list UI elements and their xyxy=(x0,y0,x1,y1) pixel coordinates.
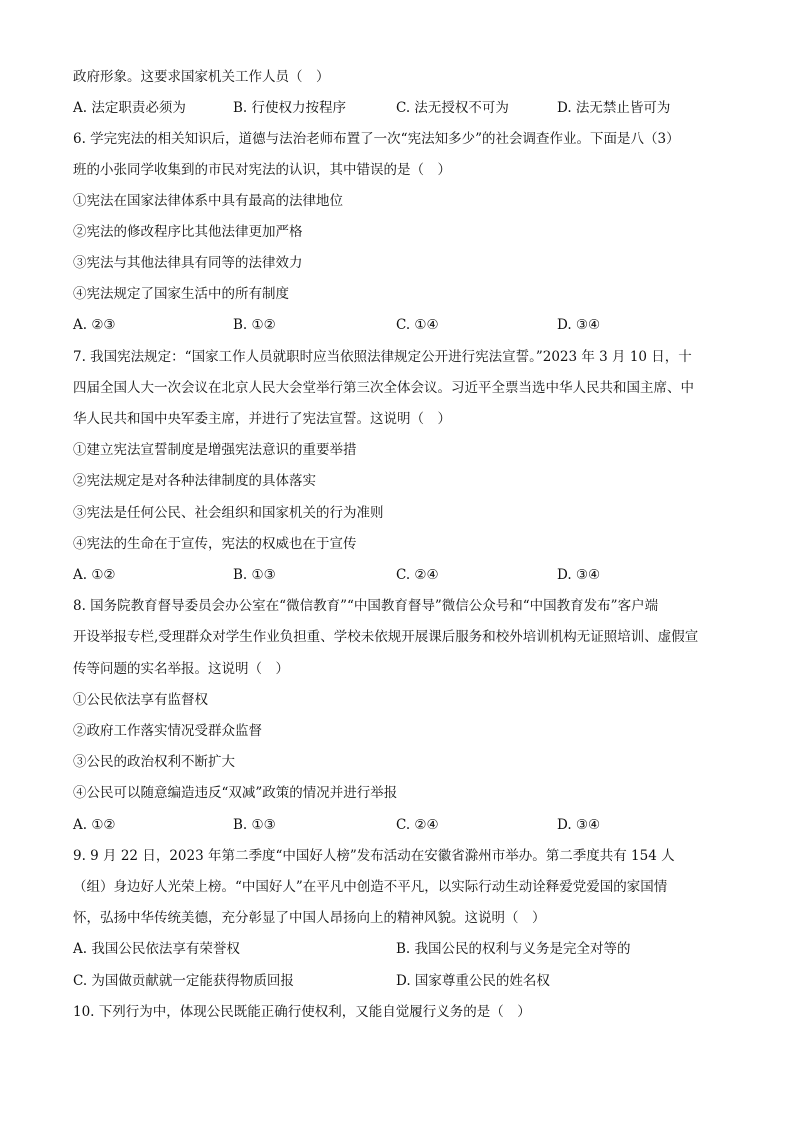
q8-stem-line-3: 传等问题的实名举报。这说明（ ） xyxy=(73,661,289,677)
q7-item-2: ②宪法规定是对各种法律制度的具体落实 xyxy=(73,473,316,489)
q6-option-a: A. ②③ xyxy=(73,317,116,333)
q7-option-a: A. ①② xyxy=(73,567,116,583)
q8-item-1: ①公民依法享有监督权 xyxy=(73,692,208,708)
q8-stem-line-2: 开设举报专栏,受理群众对学生作业负担重、学校未依规开展课后服务和校外培训机构无证照培训、虚假宣 xyxy=(73,629,699,645)
q8-item-4: ④公民可以随意编造违反“双减”政策的情况并进行举报 xyxy=(73,785,398,801)
q10-stem-line-1: 10. 下列行为中，体现公民既能正确行使权利，又能自觉履行义务的是（ ） xyxy=(73,1004,531,1020)
q8-item-2: ②政府工作落实情况受群众监督 xyxy=(73,723,262,739)
q6-option-c: C. ①④ xyxy=(396,317,439,333)
q8-option-b: B. ①③ xyxy=(233,817,276,833)
q5-option-a: A. 法定职责必须为 xyxy=(73,100,186,116)
q7-item-1: ①建立宪法宣誓制度是增强宪法意识的重要举措 xyxy=(73,442,357,458)
q9-stem-line-1: 9. 9 月 22 日，2023 年第二季度“中国好人榜”发布活动在安徽省滁州市举办。第二季度共有 154 人 xyxy=(73,848,675,864)
q8-stem-line-1: 8. 国务院教育督导委员会办公室在“微信教育”“中国教育督导”微信公众号和“中国教育发布”客户端 xyxy=(73,598,659,614)
question-continuation: 政府形象。这要求国家机关工作人员（ ） xyxy=(73,69,330,85)
q9-stem-line-3: 怀，弘扬中华传统美德，充分彰显了中国人昂扬向上的精神风貌。这说明（ ） xyxy=(73,910,546,926)
q8-item-3: ③公民的政治权利不断扩大 xyxy=(73,754,235,770)
q6-item-4: ④宪法规定了国家生活中的所有制度 xyxy=(73,286,289,302)
q6-option-d: D. ③④ xyxy=(557,317,601,333)
q8-option-a: A. ①② xyxy=(73,817,116,833)
q9-option-d: D. 国家尊重公民的姓名权 xyxy=(396,973,550,989)
q6-stem-line-2: 班的小张同学收集到的市民对宪法的认识，其中错误的是（ ） xyxy=(73,162,451,178)
q7-stem-line-2: 四届全国人大一次会议在北京人民大会堂举行第三次全体会议。习近平全票当选中华人民共和国主席、中 xyxy=(73,380,694,396)
q7-item-3: ③宪法是任何公民、社会组织和国家机关的行为准则 xyxy=(73,505,384,521)
q8-option-c: C. ②④ xyxy=(396,817,439,833)
q6-item-1: ①宪法在国家法律体系中具有最高的法律地位 xyxy=(73,193,343,209)
q8-option-d: D. ③④ xyxy=(557,817,601,833)
q7-stem-line-1: 7. 我国宪法规定：“国家工作人员就职时应当依照法律规定公开进行宪法宣誓。”2023 年 3 月 10 日，十 xyxy=(73,349,692,365)
q7-option-d: D. ③④ xyxy=(557,567,601,583)
q9-stem-line-2: （组）身边好人光荣上榜。“中国好人”在平凡中创造不平凡，以实际行动生动诠释爱党爱国的家国情 xyxy=(73,879,668,895)
q7-option-b: B. ①③ xyxy=(233,567,276,583)
q7-stem-line-3: 华人民共和国中央军委主席，并进行了宪法宣誓。这说明（ ） xyxy=(73,411,451,427)
q9-option-c: C. 为国做贡献就一定能获得物质回报 xyxy=(73,973,294,989)
q6-stem-line-1: 6. 学完宪法的相关知识后，道德与法治老师布置了一次“宪法知多少”的社会调查作业。下面是八（3） xyxy=(73,131,680,147)
q7-item-4: ④宪法的生命在于宣传，宪法的权威也在于宣传 xyxy=(73,536,357,552)
q5-option-c: C. 法无授权不可为 xyxy=(396,100,509,116)
q9-option-b: B. 我国公民的权利与义务是完全对等的 xyxy=(396,941,631,957)
q9-option-a: A. 我国公民依法享有荣誉权 xyxy=(73,941,240,957)
q7-option-c: C. ②④ xyxy=(396,567,439,583)
q6-item-3: ③宪法与其他法律具有同等的法律效力 xyxy=(73,255,303,271)
q6-option-b: B. ①② xyxy=(233,317,276,333)
q6-item-2: ②宪法的修改程序比其他法律更加严格 xyxy=(73,224,303,240)
q5-option-b: B. 行使权力按程序 xyxy=(233,100,347,116)
q5-option-d: D. 法无禁止皆可为 xyxy=(557,100,671,116)
